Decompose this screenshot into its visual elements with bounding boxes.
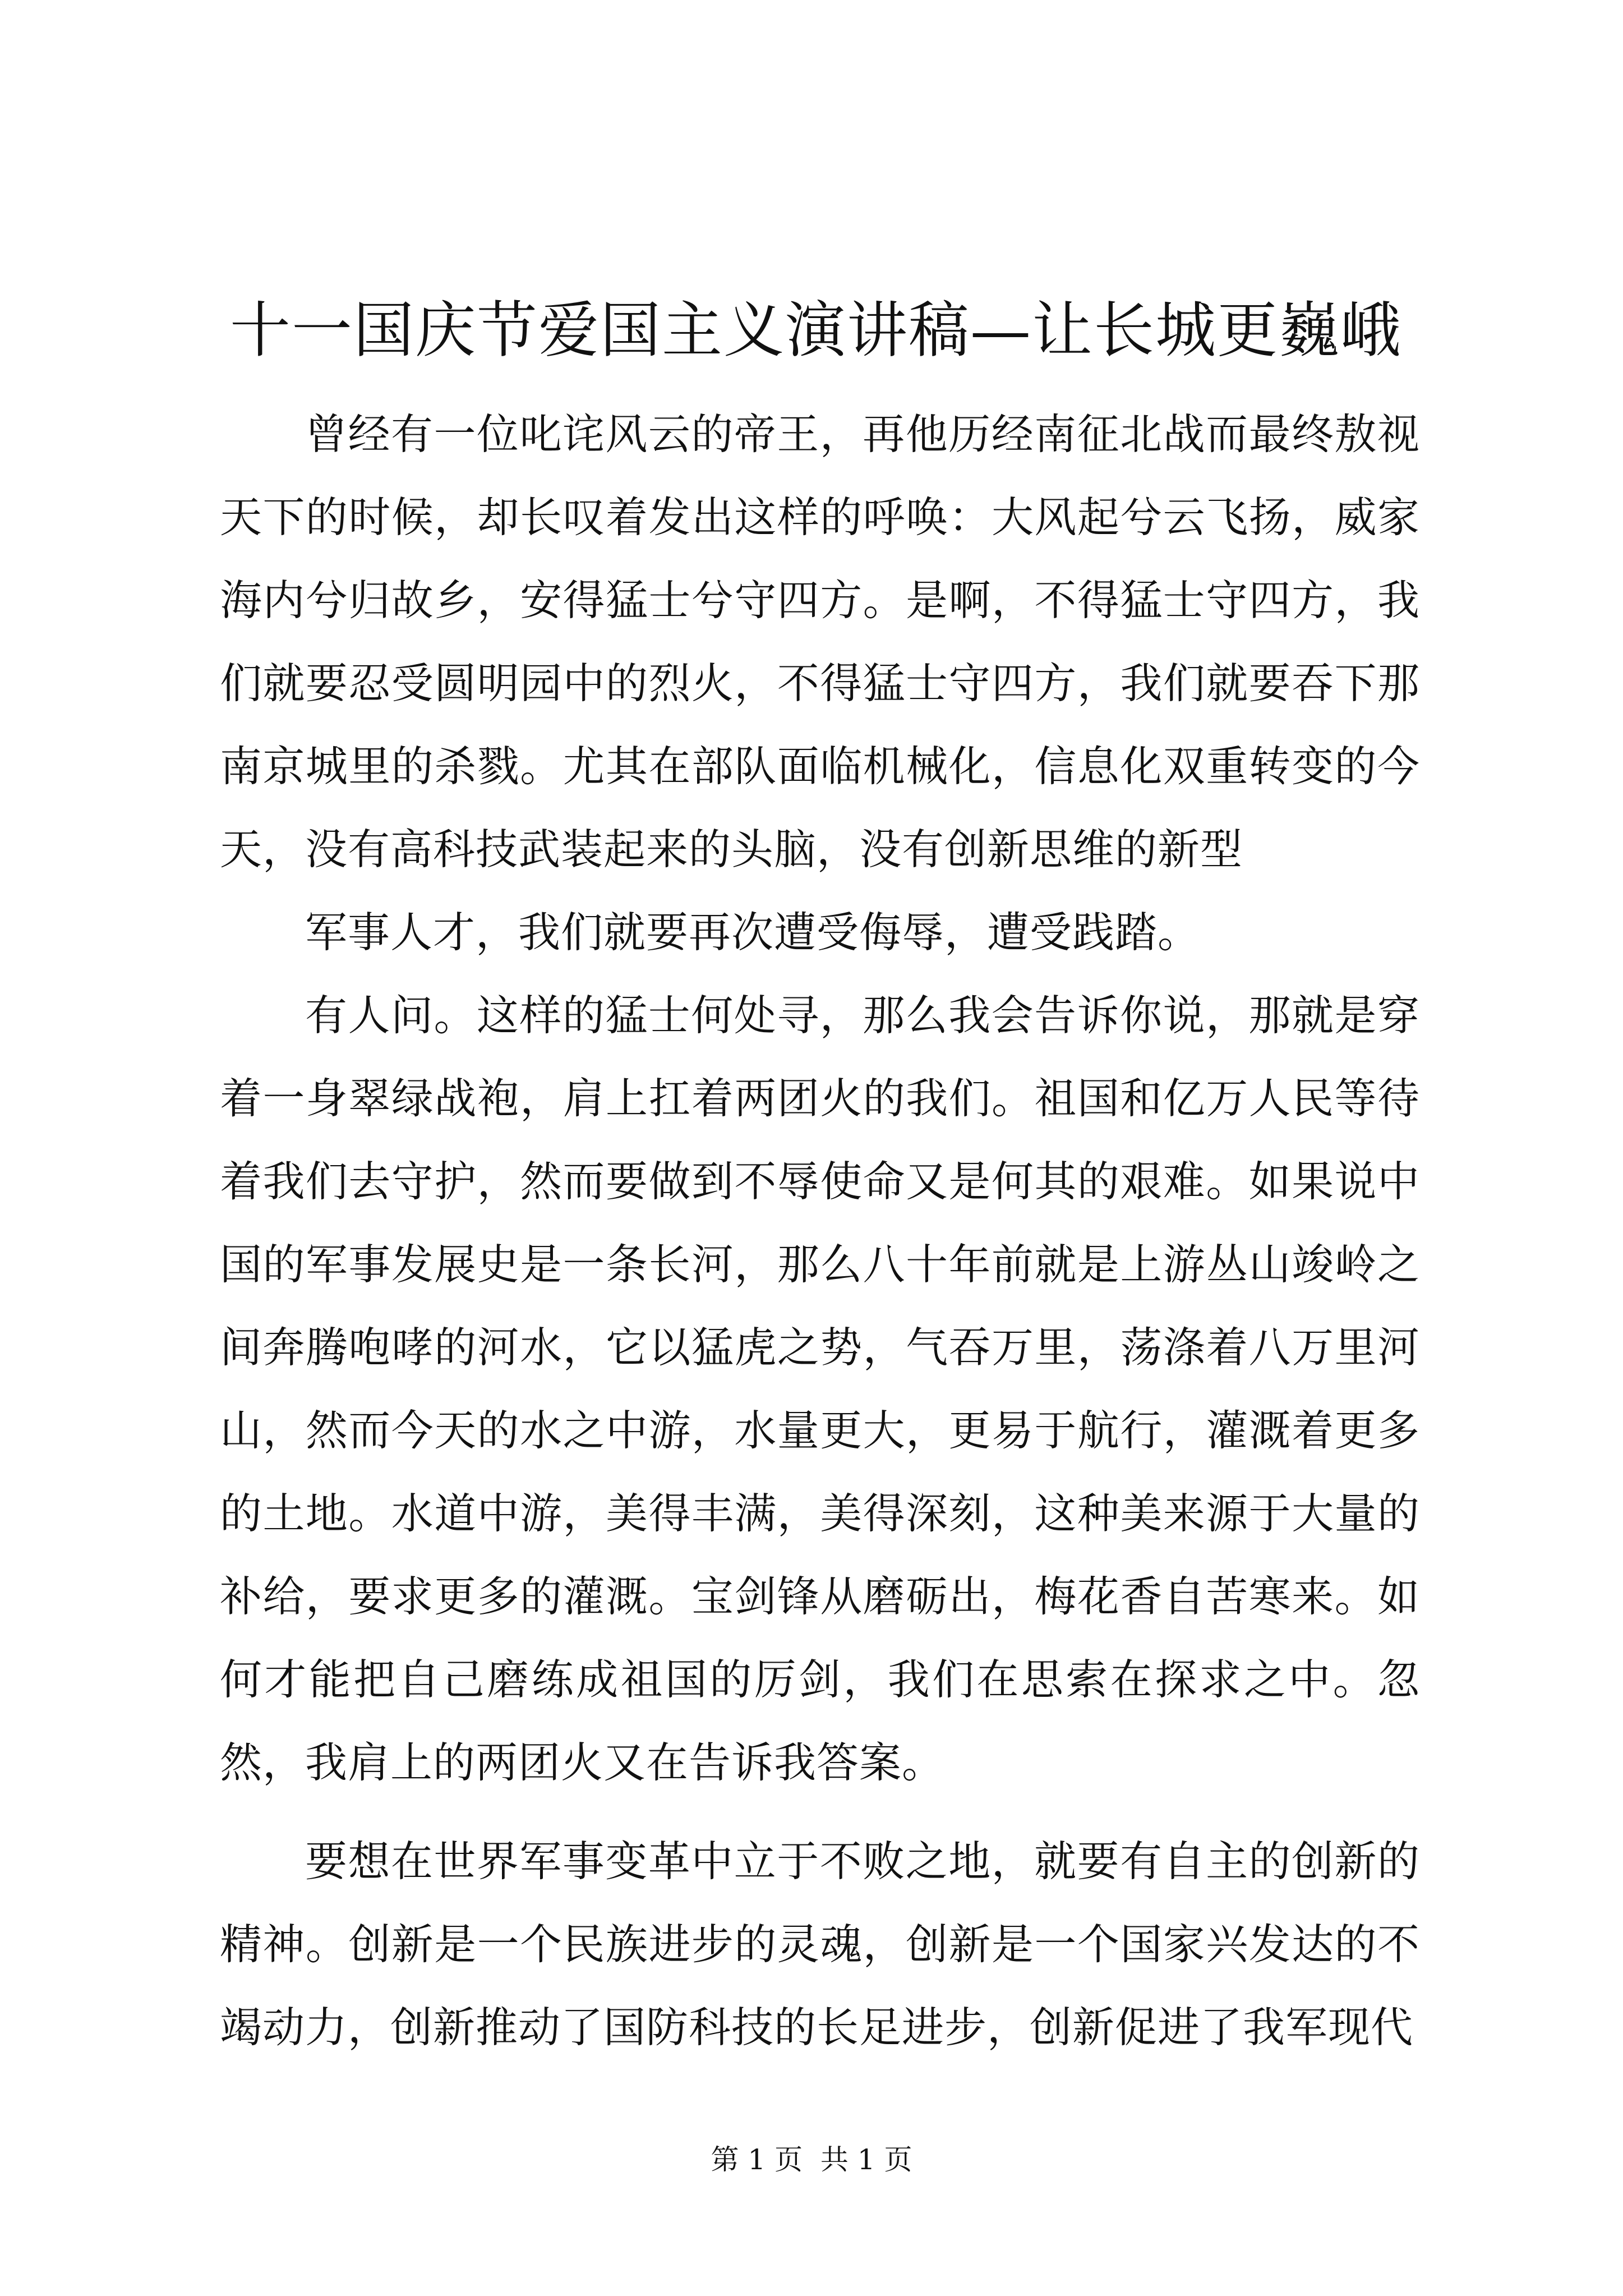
paragraph: 有人问。这样的猛士何处寻，那么我会告诉你说，那就是穿着一身翠绿战袍，肩上扛着两团火的我们。祖国和亿万人民等待着我们去守护，然而要做到不辱使命又是何其的艰难。如果说中国的军事发展史是一条长河，那么八十年前就是上游丛山竣岭之间奔腾咆哮的河水，它以猛虎之势，气吞万里，荡涤着八万里河山，然而今天的水之中游，水量更大，更易于航行，灌溉着更多的土地。水道中游，美得丰满，美得深刻，这种美来源于大量的补给，要求更多的灌溉。宝剑锋从磨砺出，梅花香自苦寒来。如何才能把自己磨练成祖国的厉剑，我们在思索在探求之中。忽然，我肩上的两团火又在告诉我答案。 — [220, 991, 1420, 1787]
document-title: 十一国庆节爱国主义演讲稿—让长城更巍峨 — [229, 296, 1402, 366]
page-footer: 第 1 页 共 1 页 — [711, 2143, 912, 2176]
paragraph: 要想在世界军事变革中立于不败之地，就要有自主的创新的精神。创新是一个民族进步的灵魂，创新是一个国家兴发达的不竭动力，创新推动了国防科技的长足进步，创新促进了我军现代 — [220, 1837, 1420, 2052]
document-body — [220, 393, 1420, 2069]
paragraph: 军事人才，我们就要再次遭受侮辱，遭受践踏。 — [305, 908, 1201, 957]
paragraph: 曾经有一位叱诧风云的帝王，再他历经南征北战而最终敖视天下的时候，却长叹着发出这样的呼唤：大风起兮云飞扬，威家海内兮归故乡，安得猛士兮守四方。是啊，不得猛士守四方，我们就要忍受圆明园中的烈火，不得猛士守四方，我们就要吞下那南京城里的杀戮。尤其在部队面临机械化，信息化双重转变的今天，没有高科技武装起来的头脑，没有创新思维的新型 — [220, 409, 1420, 874]
